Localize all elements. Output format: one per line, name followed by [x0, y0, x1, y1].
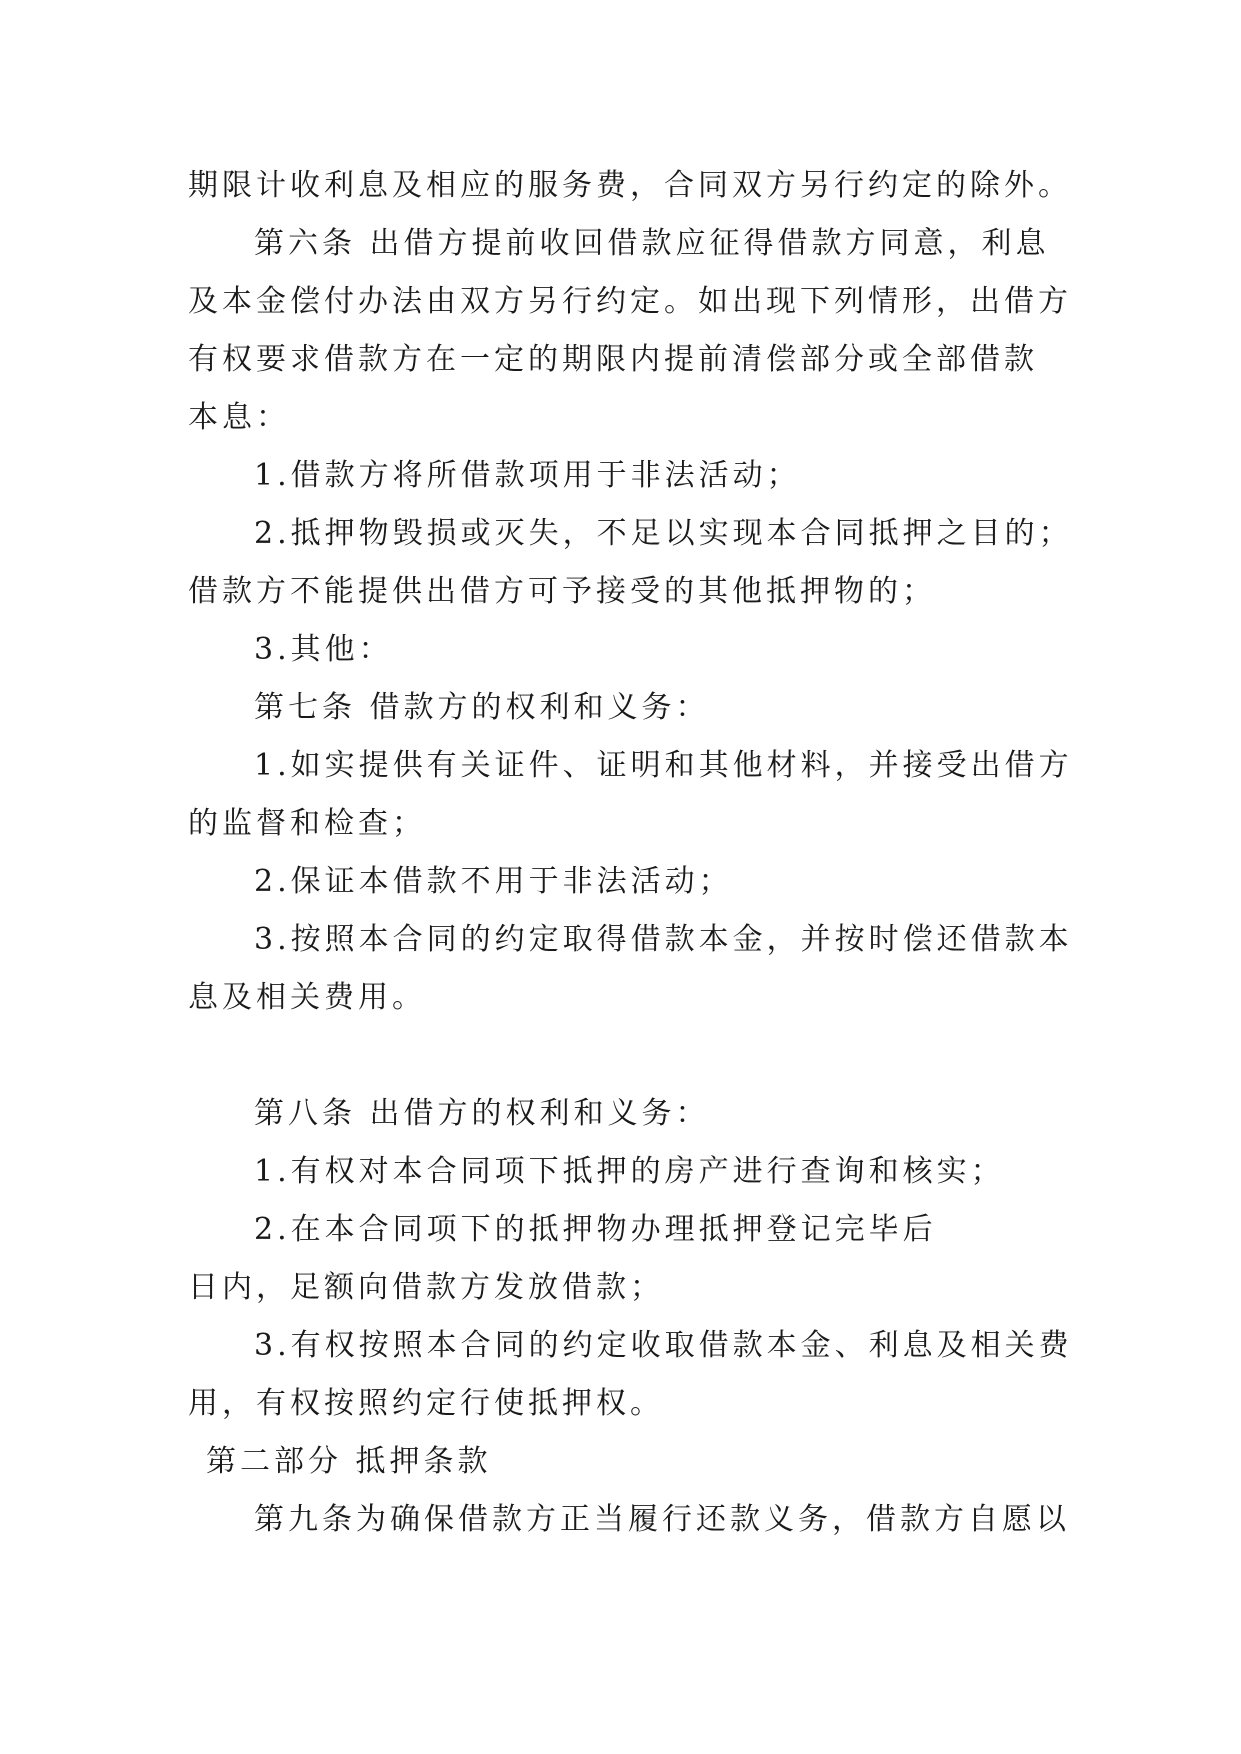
- document-page: [188, 157, 1073, 1549]
- list-item: 2.在本合同项下的抵押物办理抵押登记完毕后: [254, 1212, 937, 1247]
- paragraph-gap: [188, 1027, 1053, 1085]
- list-item: 1.有权对本合同项下抵押的房产进行查询和核实；: [254, 1154, 1005, 1189]
- list-item: 3.有权按照本合同的约定收取借款本金、利息及相关费: [254, 1328, 1073, 1363]
- text-line: 及本金偿付办法由双方另行约定。如出现下列情形，出借方: [188, 284, 1072, 319]
- list-item: 3.其他：: [254, 632, 393, 667]
- text-line: 日内，足额向借款方发放借款；: [188, 1270, 664, 1305]
- article-6-heading: 第六条 出借方提前收回借款应征得借款方同意，利息: [254, 226, 1050, 261]
- article-8-heading: 第八条 出借方的权利和义务：: [254, 1096, 710, 1131]
- list-item: 3.按照本合同的约定取得借款本金，并按时偿还借款本: [254, 922, 1073, 957]
- text-line: 有权要求借款方在一定的期限内提前清偿部分或全部借款: [188, 342, 1038, 377]
- article-9-heading: 第九条为确保借款方正当履行还款义务，借款方自愿以: [254, 1502, 1070, 1537]
- text-line: 息及相关费用。: [188, 980, 426, 1015]
- article-7-heading: 第七条 借款方的权利和义务：: [254, 690, 710, 725]
- text-line: 借款方不能提供出借方可予接受的其他抵押物的；: [188, 574, 936, 609]
- text-line: 期限计收利息及相应的服务费，合同双方另行约定的除外。: [188, 168, 1072, 203]
- text-line: 用，有权按照约定行使抵押权。: [188, 1386, 664, 1421]
- text-line: 的监督和检查；: [188, 806, 426, 841]
- list-item: 2.抵押物毁损或灭失，不足以实现本合同抵押之目的；: [254, 516, 1073, 551]
- list-item: 1.如实提供有关证件、证明和其他材料，并接受出借方: [254, 748, 1073, 783]
- list-item: 1.借款方将所借款项用于非法活动；: [254, 458, 801, 493]
- text-line: 本息：: [188, 400, 290, 435]
- part-2-heading: 第二部分 抵押条款: [206, 1444, 492, 1479]
- list-item: 2.保证本借款不用于非法活动；: [254, 864, 733, 899]
